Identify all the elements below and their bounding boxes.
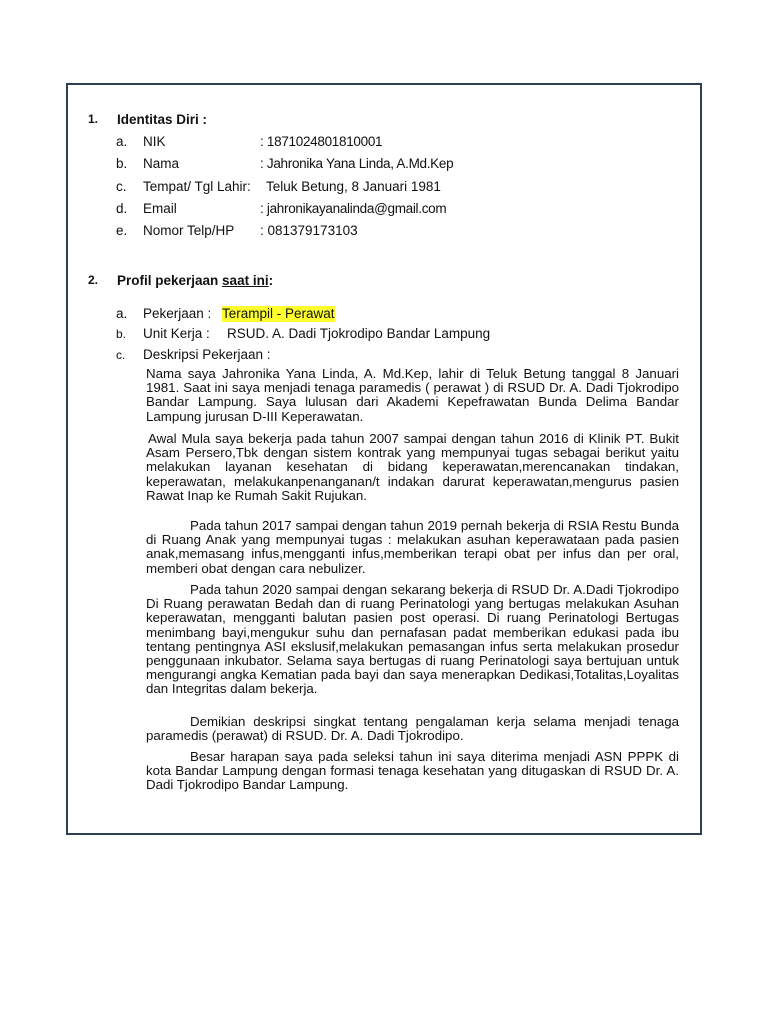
item-label: NIK [143, 134, 166, 149]
deskripsi-paragraph-2: Awal Mula saya bekerja pada tahun 2007 sampai dengan tahun 2016 di Klinik PT. Bukit Asam Persero,Tbk dengan sistem kontrak yang mempunyai tugas sebagai berikut yaitu melakukan layanan kesehatan di bidang keperawatan,merencanakan tindakan, keperawatan, melakukanpenanganan/t indakan darurat keperawatan,mengurus pasien Rawat Inap ke Rumah Sakit Rujukan. [146, 431, 679, 503]
item-label: Deskripsi Pekerjaan : [143, 347, 271, 362]
item-label: Nomor Telp/HP [143, 223, 235, 238]
item-label: Nama [143, 156, 180, 171]
phone-value: : 081379173103 [260, 223, 358, 238]
email-value: : jahronikayanalinda@gmail.com [260, 201, 447, 216]
item-letter: a. [116, 134, 128, 149]
nama-value: : Jahronika Yana Linda, A.Md.Kep [260, 156, 454, 171]
item-letter: b. [116, 156, 128, 171]
item-letter: c. [116, 348, 126, 362]
section-title: Identitas Diri : [117, 112, 208, 127]
item-letter: d. [116, 201, 128, 216]
deskripsi-paragraph-4: Pada tahun 2020 sampai dengan sekarang bekerja di RSUD Dr. A.Dadi Tjokrodipo Di Ruang perawatan Bedah dan di ruang Perinatologi yang bertugas melakukan Asuhan keperawatan, mengganti balutan pasien post operasi. Di ruang Perinatologi Bertugas menimbang bayi,mengukur suhu dan pernafasan padat memberikan edukasi pada ibu tentang pentingnya ASI ekslusif,melakukan pemasangan infus serta melakukan prosedur penggunaan inkubator. Selama saya bertugas di ruang Perinatologi saya bertujuan untuk mengurangi angka Kematian pada bayi dan saya menerapkan Dedikasi,Totalitas,Loyalitas dan Integritas dalam bekerja. [146, 582, 679, 697]
item-label: Tempat/ Tgl Lahir: [143, 179, 251, 194]
section-title [117, 273, 273, 288]
item-label: Unit Kerja : [143, 326, 210, 341]
item-letter: e. [116, 223, 128, 238]
pekerjaan-value-highlight: Terampil - Perawat [222, 306, 335, 321]
section-number: 1. [88, 112, 99, 126]
deskripsi-paragraph-1: Nama saya Jahronika Yana Linda, A. Md.Kep, lahir di Teluk Betung tanggal 8 Januari 1981. Saat ini saya menjadi tenaga paramedis ( perawat ) di RSUD Dr. A. Dadi Tjokrodipo Bandar Lampung. Saya lulusan dari Akademi Kepefrawatan Bunda Delima Bandar Lampung jurusan D-III Keperawatan. [146, 366, 679, 424]
ttl-value: Teluk Betung, 8 Januari 1981 [266, 179, 441, 194]
nik-value: : 1871024801810001 [260, 134, 383, 149]
section-number: 2. [88, 273, 99, 287]
deskripsi-paragraph-5: Demikian deskripsi singkat tentang pengalaman kerja selama menjadi tenaga paramedis (perawat) di RSUD. Dr. A. Dadi Tjokrodipo. [146, 714, 679, 744]
deskripsi-paragraph-6: Besar harapan saya pada seleksi tahun ini saya diterima menjadi ASN PPPK di kota Bandar Lampung dengan formasi tenaga kesehatan yang ditugaskan di RSUD Dr. A. Dadi Tjokrodipo Bandar Lampung. [146, 749, 679, 793]
deskripsi-paragraph-3: Pada tahun 2017 sampai dengan tahun 2019 pernah bekerja di RSIA Restu Bunda di Ruang Anak yang mempunyai tugas : melakukan asuhan keperawataan pada pasien anak,memasang infus,mengganti infus,memberikan terapi obat per infus dan per oral, memberi obat dengan cara nebulizer. [146, 518, 679, 576]
item-letter: c. [116, 179, 127, 194]
item-letter: a. [116, 306, 128, 321]
item-label: Email [143, 201, 177, 216]
title-underlined: saat ini [222, 273, 269, 288]
item-label: Pekerjaan : [143, 306, 212, 321]
title-suffix: : [268, 273, 274, 288]
unit-kerja-value: RSUD. A. Dadi Tjokrodipo Bandar Lampung [227, 326, 491, 341]
item-letter: b. [116, 327, 127, 341]
title-prefix: Profil pekerjaan [117, 273, 223, 288]
